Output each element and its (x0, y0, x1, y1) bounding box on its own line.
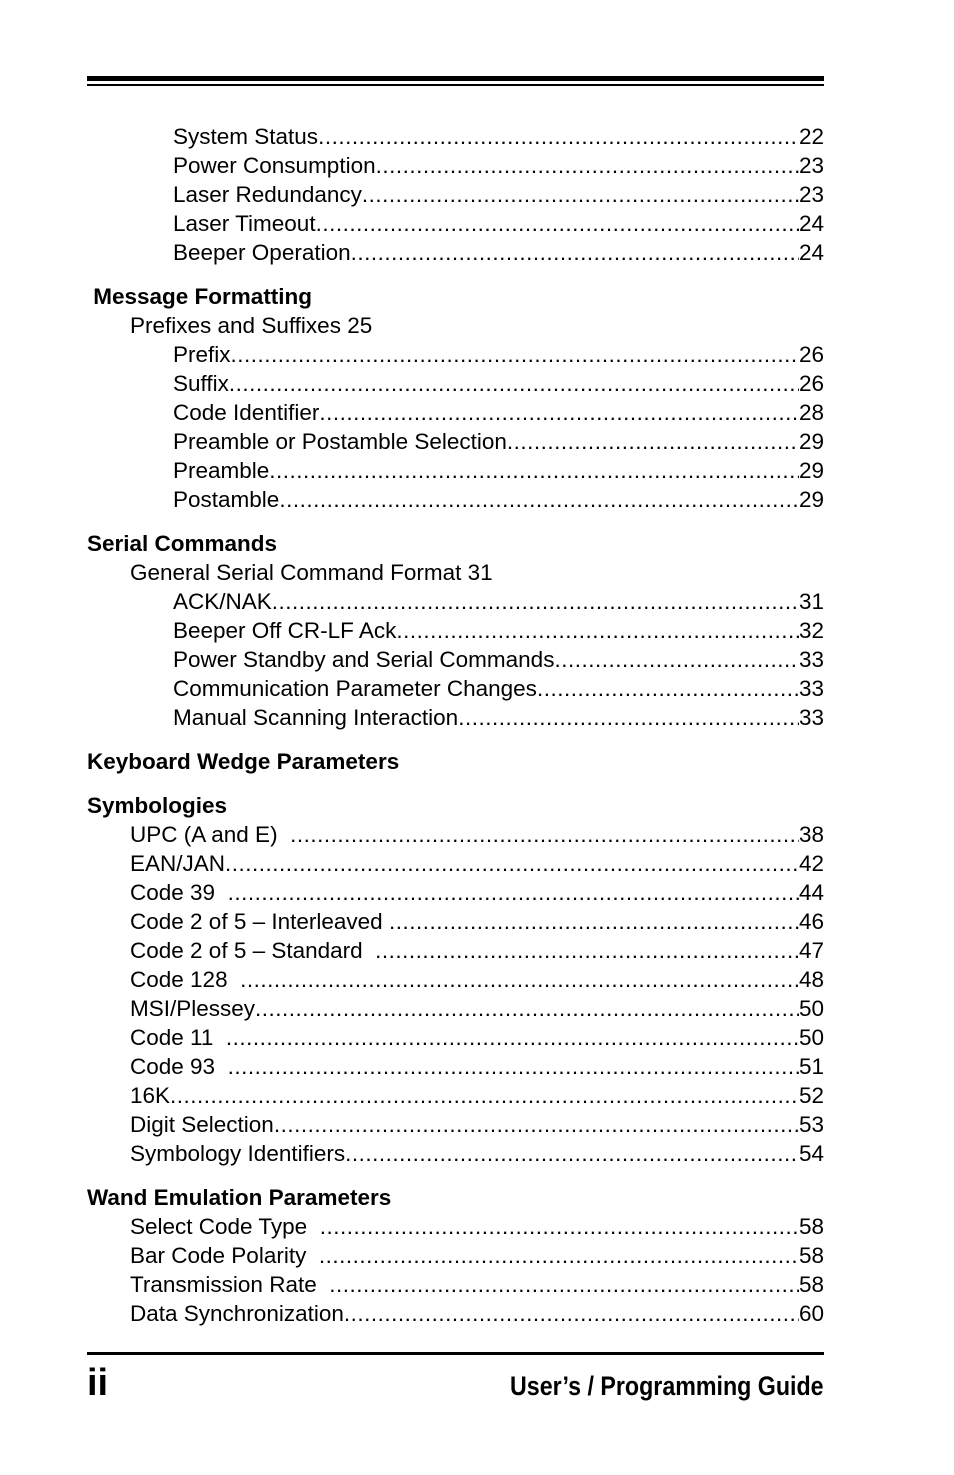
dot-leader (274, 1110, 799, 1139)
dot-leader (170, 1081, 799, 1110)
toc-entry[interactable]: MSI/Plessey ..... 50 (87, 994, 824, 1023)
toc-entry[interactable]: Manual Scanning Interaction ..... 33 (87, 703, 824, 732)
toc-entry[interactable]: Power Consumption ..... 23 (87, 151, 824, 180)
toc-entry[interactable]: Code 39 ..... 44 (87, 878, 824, 907)
section-heading[interactable]: Wand Emulation Parameters (87, 1185, 392, 1210)
dot-leader (228, 1052, 799, 1081)
toc-entry[interactable]: Communication Parameter Changes ..... 33 (87, 674, 824, 703)
dot-leader (226, 1023, 799, 1052)
dot-leader (329, 1270, 799, 1299)
header-rule-thick (87, 76, 824, 81)
dot-leader (240, 965, 799, 994)
toc-section-wand-emulation (87, 1183, 824, 1328)
toc-entry[interactable]: Code 11 ..... 50 (87, 1023, 824, 1052)
toc-entry[interactable]: Laser Timeout ..... 24 (87, 209, 824, 238)
dot-leader (231, 340, 799, 369)
toc-section-message-formatting (87, 282, 824, 514)
dot-leader (318, 122, 799, 151)
section-heading[interactable]: Symbologies (87, 793, 228, 818)
dot-leader (290, 820, 799, 849)
dot-leader (344, 1299, 799, 1328)
toc-entry[interactable]: Prefix ..... 26 (87, 340, 824, 369)
toc-entry[interactable]: Preamble or Postamble Selection ..... 29 (87, 427, 824, 456)
dot-leader (396, 616, 799, 645)
dot-leader (351, 238, 799, 267)
footer-rule (87, 1352, 824, 1355)
toc-entry[interactable]: UPC (A and E) ..... 38 (87, 820, 824, 849)
dot-leader (225, 849, 799, 878)
toc-entry[interactable]: Postamble ..... 29 (87, 485, 824, 514)
dot-leader (362, 180, 799, 209)
toc-entry[interactable]: Laser Redundancy ..... 23 (87, 180, 824, 209)
dot-leader (255, 994, 799, 1023)
toc-entry[interactable]: Code 2 of 5 – Interleaved ..... 46 (87, 907, 824, 936)
dot-leader (228, 878, 799, 907)
dot-leader (537, 674, 799, 703)
dot-leader (375, 936, 799, 965)
toc-entry[interactable]: Suffix ..... 26 (87, 369, 824, 398)
toc-entry[interactable]: Beeper Operation ..... 24 (87, 238, 824, 267)
dot-leader (389, 907, 799, 936)
toc-entry[interactable]: Code 93 ..... 51 (87, 1052, 824, 1081)
dot-leader (376, 151, 799, 180)
toc-group-top (87, 122, 824, 267)
toc-entry[interactable]: Digit Selection ..... 53 (87, 1110, 824, 1139)
toc-section-serial-commands (87, 529, 824, 732)
dot-leader (319, 398, 799, 427)
section-heading[interactable]: Message Formatting (87, 284, 313, 309)
toc-subheading[interactable]: Prefixes and Suffixes 25 (130, 313, 373, 338)
table-of-contents (87, 122, 824, 1328)
toc-entry[interactable]: Preamble ..... 29 (87, 456, 824, 485)
toc-entry[interactable]: Bar Code Polarity ..... 58 (87, 1241, 824, 1270)
toc-entry[interactable]: Select Code Type ..... 58 (87, 1212, 824, 1241)
toc-entry[interactable]: Data Synchronization ..... 60 (87, 1299, 824, 1328)
toc-entry[interactable]: Power Standby and Serial Commands ..... 33 (87, 645, 824, 674)
toc-subheading[interactable]: General Serial Command Format 31 (130, 560, 493, 585)
dot-leader (279, 485, 799, 514)
toc-entry[interactable]: Code 2 of 5 – Standard ..... 47 (87, 936, 824, 965)
toc-entry[interactable]: EAN/JAN ..... 42 (87, 849, 824, 878)
toc-entry[interactable]: System Status ..... 22 (87, 122, 824, 151)
toc-section-symbologies (87, 791, 824, 1168)
dot-leader (554, 645, 799, 674)
toc-entry[interactable]: Transmission Rate ..... 58 (87, 1270, 824, 1299)
toc-entry[interactable]: Code Identifier ..... 28 (87, 398, 824, 427)
page-number: ii (87, 1362, 109, 1404)
dot-leader (229, 369, 799, 398)
toc-entry[interactable]: Beeper Off CR-LF Ack ..... 32 (87, 616, 824, 645)
toc-entry[interactable]: Code 128 ..... 48 (87, 965, 824, 994)
dot-leader (320, 1212, 799, 1241)
section-heading[interactable]: Serial Commands (87, 531, 278, 556)
dot-leader (507, 427, 799, 456)
dot-leader (269, 456, 799, 485)
header-rule-thin (87, 84, 824, 86)
dot-leader (272, 587, 799, 616)
dot-leader (458, 703, 799, 732)
toc-entry[interactable]: ACK/NAK ..... 31 (87, 587, 824, 616)
toc-section-keyboard-wedge (87, 747, 824, 776)
footer-guide-title: User’s / Programming Guide (510, 1371, 824, 1401)
dot-leader (316, 209, 799, 238)
toc-entry[interactable]: 16K ..... 52 (87, 1081, 824, 1110)
dot-leader (319, 1241, 799, 1270)
dot-leader (345, 1139, 799, 1168)
section-heading[interactable]: Keyboard Wedge Parameters (87, 749, 400, 774)
toc-entry[interactable]: Symbology Identifiers ..... 54 (87, 1139, 824, 1168)
